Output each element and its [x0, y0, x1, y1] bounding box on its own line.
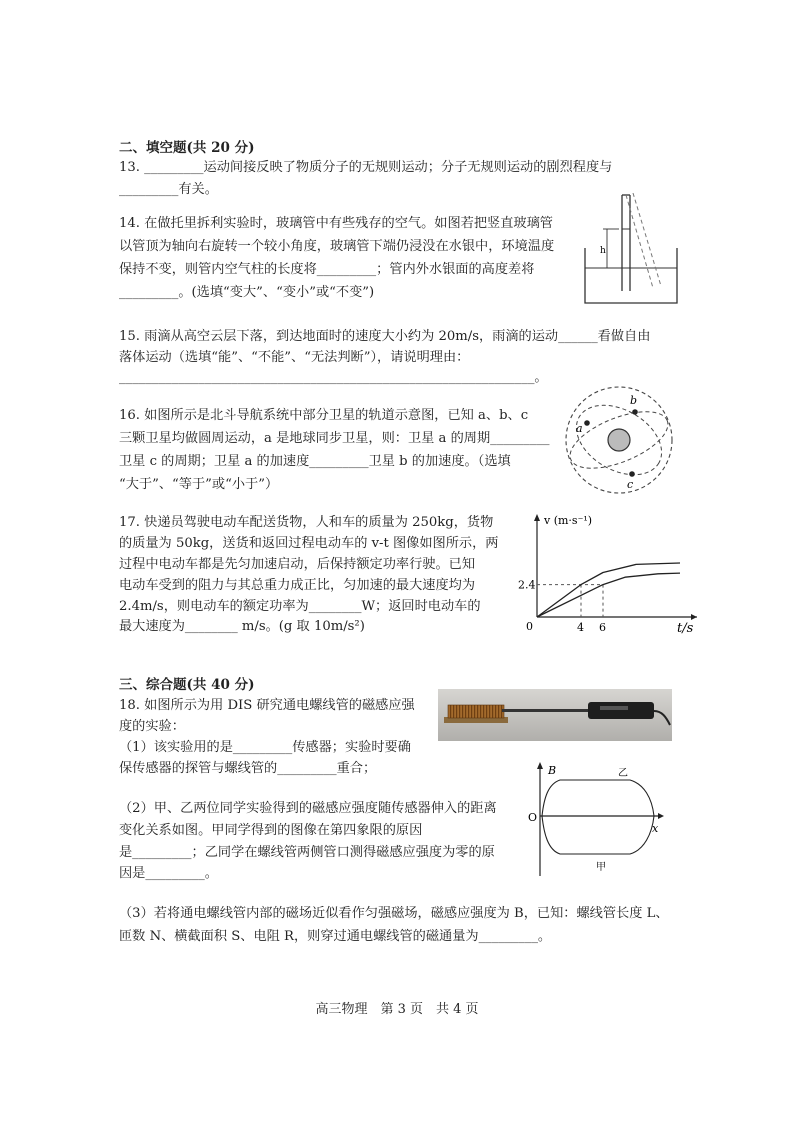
q15-line1: 15. 雨滴从高空云层下落，到达地面时的速度大小约为 20m/s，雨滴的运动______看做自由 — [119, 329, 651, 344]
height-label: h — [600, 246, 606, 256]
q18-p2-line2: 变化关系如图。甲同学得到的图像在第四象限的原因 — [119, 823, 423, 838]
q18-p3-line2: 匝数 N、横截面积 S、电阻 R，则穿过通电螺线管的磁通量为_________。 — [119, 929, 552, 944]
b-x-graph — [520, 758, 670, 880]
series-line-2 — [537, 573, 680, 617]
q18-p2-line4: 因是_________。 — [119, 866, 218, 881]
x-axis-label: t/s — [677, 621, 694, 635]
q14-line3: 保持不变，则管内空气柱的长度将_________；管内外水银面的高度差将 — [119, 262, 535, 277]
satellite-a — [584, 420, 590, 426]
q15-line2: 落体运动（选填“能”、“不能”、“无法判断”），请说明理由： — [119, 350, 470, 365]
q18-p2-line1: （2）甲、乙两位同学实验得到的磁感应强度随传感器伸入的距离 — [119, 801, 497, 816]
sensor-probe — [502, 709, 592, 712]
torricelli-figure — [583, 193, 683, 308]
q13-line2: _________有关。 — [119, 182, 218, 197]
y-axis-arrow — [534, 514, 540, 521]
solenoid-coil — [448, 705, 504, 718]
y-axis-label: v (m·s⁻¹) — [544, 514, 593, 527]
b-axis-label: B — [548, 764, 557, 777]
q17-line1: 17. 快递员驾驶电动车配送货物，人和车的质量为 250kg，货物 — [119, 515, 494, 530]
q18-p2-line3: 是_________；乙同学在螺线管两侧管口测得磁感应强度为零的原 — [119, 845, 495, 860]
label-b: b — [630, 394, 638, 407]
vt-chart — [515, 510, 705, 635]
satellite-b — [632, 409, 638, 415]
q14-line2: 以管顶为轴向右旋转一个较小角度，玻璃管下端仍浸没在水银中，环境温度 — [119, 239, 555, 254]
origin-label: O — [528, 811, 538, 824]
curve-jia — [542, 816, 654, 854]
section-2-heading: 二、填空题(共 20 分) — [119, 140, 255, 156]
q17-line4: 电动车受到的阻力与其总重力成正比，匀加速的最大速度均为 — [119, 578, 476, 593]
q17-line2: 的质量为 50kg，送货和返回过程电动车的 v-t 图像如图所示，两 — [119, 536, 499, 551]
satellite-c — [629, 471, 635, 477]
series-line-1 — [537, 563, 680, 617]
q18-p3-line1: （3）若将通电螺线管内部的磁场近似看作匀强磁场，磁感应强度为 B，已知：螺线管长度 L、 — [119, 906, 669, 921]
q15-answer-line: _______________________________________________________________。 — [119, 370, 548, 385]
q13-line1: 13. _________运动间接反映了物质分子的无规则运动；分子无规则运动的剧烈程度与 — [119, 160, 613, 175]
q18-line2: 度的实验： — [119, 719, 185, 734]
rotated-tube-right — [633, 193, 661, 286]
label-a: a — [576, 422, 583, 435]
x-tick-label-2: 6 — [599, 621, 606, 634]
orbit-figure — [563, 382, 675, 497]
curve-yi — [542, 780, 654, 816]
q16-line4: “大于”、“等于”或“小于”） — [119, 477, 279, 492]
label-c: c — [627, 478, 634, 491]
q16-line2: 三颗卫星均做圆周运动，a 是地球同步卫星，则：卫星 a 的周期_________ — [119, 431, 550, 446]
q18-p1-line1: （1）该实验用的是_________传感器；实验时要确 — [119, 740, 411, 755]
q18-line1: 18. 如图所示为用 DIS 研究通电螺线管的磁感应强 — [119, 698, 415, 713]
q14-line1: 14. 在做托里拆利实验时，玻璃管中有些残存的空气。如图若把竖直玻璃管 — [119, 216, 553, 231]
q17-line5: 2.4m/s，则电动车的额定功率为________W；返回时电动车的 — [119, 599, 481, 614]
q14-line4: _________。(选填“变大”、“变小”或“不变”) — [119, 285, 375, 300]
q16-line3: 卫星 c 的周期；卫星 a 的加速度_________卫星 b 的加速度。（选填 — [119, 454, 511, 469]
y-tick-label-1: 2.4 — [518, 578, 536, 592]
section-3-heading: 三、综合题(共 40 分) — [119, 677, 255, 693]
sensor-body — [588, 702, 654, 719]
dis-apparatus-photo — [438, 689, 672, 741]
curve-jia-label: 甲 — [596, 862, 606, 873]
q17-line3: 过程中电动车都是先匀加速启动，后保持额定功率行驶。已知 — [119, 557, 476, 572]
x-tick-label-1: 4 — [577, 621, 584, 634]
earth — [608, 429, 630, 451]
origin-label: 0 — [526, 620, 533, 633]
basin-outline — [585, 248, 677, 303]
q16-line1: 16. 如图所示是北斗导航系统中部分卫星的轨道示意图，已知 a、b、c — [119, 408, 529, 423]
page-footer: 高三物理 第 3 页 共 4 页 — [315, 1002, 479, 1017]
curve-yi-label: 乙 — [618, 768, 628, 779]
x-axis-label: x — [652, 822, 659, 835]
x-axis-arrow — [691, 614, 697, 620]
q17-line6: 最大速度为________ m/s。(g 取 10m/s²) — [119, 619, 365, 634]
q18-p1-line2: 保传感器的探管与螺线管的_________重合； — [119, 761, 377, 776]
